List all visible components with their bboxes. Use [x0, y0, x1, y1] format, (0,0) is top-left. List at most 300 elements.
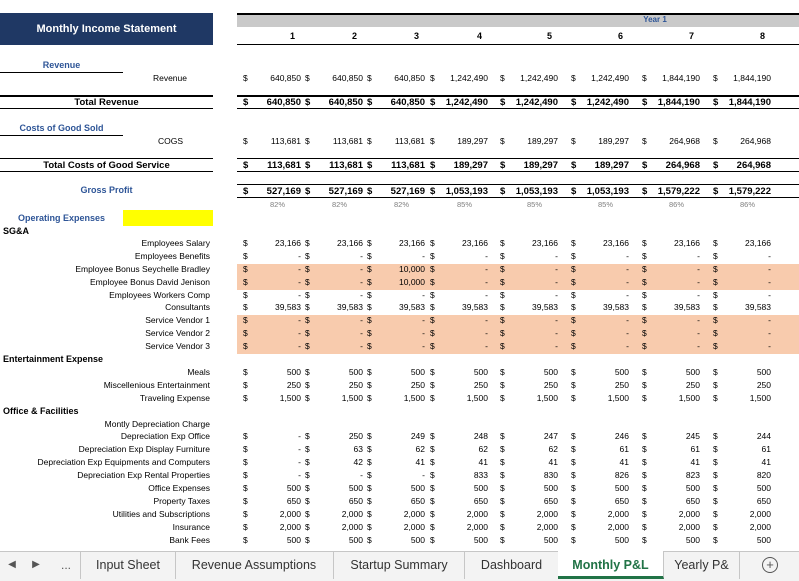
currency-symbol: $	[243, 470, 248, 480]
cell[interactable]	[305, 367, 367, 380]
currency-symbol: $	[571, 136, 576, 146]
cell[interactable]	[430, 238, 492, 251]
cell-value: 189,297	[457, 136, 488, 146]
cell[interactable]	[243, 431, 305, 444]
currency-symbol: $	[571, 328, 576, 338]
cell[interactable]	[500, 496, 562, 509]
cell[interactable]	[430, 328, 492, 341]
cell-value: 250	[543, 380, 558, 390]
cell[interactable]	[571, 341, 633, 354]
cell-value: 1,500	[607, 393, 629, 403]
total-cogs-topline-values	[237, 158, 799, 159]
currency-symbol: $	[571, 496, 576, 506]
cell-value: 2,000	[607, 509, 629, 519]
cell[interactable]	[642, 328, 704, 341]
currency-symbol: $	[243, 277, 248, 287]
currency-symbol: $	[571, 277, 576, 287]
cell-value: 113,681	[391, 160, 425, 171]
cell[interactable]	[305, 315, 367, 328]
cell[interactable]	[367, 470, 429, 483]
cell[interactable]	[430, 302, 492, 315]
cell[interactable]	[571, 393, 633, 406]
cell[interactable]	[642, 380, 704, 393]
cell-value: -	[422, 341, 425, 351]
cell[interactable]	[430, 470, 492, 483]
cell[interactable]	[243, 315, 305, 328]
cell[interactable]	[430, 315, 492, 328]
cell[interactable]	[713, 136, 775, 149]
cell[interactable]	[243, 73, 305, 86]
currency-symbol: $	[305, 97, 311, 108]
currency-symbol: $	[642, 367, 647, 377]
cell[interactable]	[367, 535, 429, 548]
currency-symbol: $	[571, 302, 576, 312]
currency-symbol: $	[713, 186, 719, 197]
cell[interactable]	[642, 444, 704, 457]
cell[interactable]	[430, 73, 492, 86]
cell[interactable]	[713, 470, 775, 483]
currency-symbol: $	[571, 341, 576, 351]
currency-symbol: $	[243, 431, 248, 441]
cell[interactable]	[367, 431, 429, 444]
cell[interactable]	[642, 496, 704, 509]
cell[interactable]	[430, 367, 492, 380]
cell[interactable]	[642, 73, 704, 86]
cell-value: -	[422, 328, 425, 338]
cell[interactable]	[571, 522, 633, 535]
cell-value: 1,242,490	[450, 73, 488, 83]
cell-value: 500	[286, 535, 301, 545]
cell[interactable]	[571, 238, 633, 251]
currency-symbol: $	[500, 264, 505, 274]
cell[interactable]	[305, 341, 367, 354]
cell[interactable]	[571, 251, 633, 264]
cell[interactable]	[500, 73, 562, 86]
sheet-tab-dashboard[interactable]	[465, 551, 559, 579]
cell[interactable]	[642, 470, 704, 483]
cell[interactable]	[305, 483, 367, 496]
cell[interactable]	[305, 136, 367, 149]
cell[interactable]	[243, 393, 305, 406]
currency-symbol: $	[243, 315, 248, 325]
cell[interactable]	[571, 457, 633, 470]
cell[interactable]	[571, 431, 633, 444]
cell[interactable]	[571, 315, 633, 328]
cell-value: 39,583	[337, 302, 363, 312]
expense-row-label: Insurance	[172, 522, 210, 532]
cell[interactable]	[305, 251, 367, 264]
gross-margin-pct: 82%	[393, 200, 409, 209]
cell-value: 39,583	[275, 302, 301, 312]
cell[interactable]	[713, 393, 775, 406]
cell[interactable]	[305, 73, 367, 86]
cell[interactable]	[500, 535, 562, 548]
currency-symbol: $	[305, 509, 310, 519]
cell[interactable]	[642, 341, 704, 354]
expense-row-label: Traveling Expense	[139, 393, 210, 403]
cell-value: -	[360, 328, 363, 338]
sheet-tab-label: Yearly P&	[674, 558, 729, 572]
cell[interactable]	[571, 136, 633, 149]
cell[interactable]	[500, 302, 562, 315]
cell[interactable]	[500, 315, 562, 328]
cell[interactable]	[571, 277, 633, 290]
cell[interactable]	[642, 522, 704, 535]
currency-symbol: $	[430, 470, 435, 480]
cell-value: -	[555, 328, 558, 338]
currency-symbol: $	[367, 186, 373, 197]
cell[interactable]	[367, 367, 429, 380]
cell[interactable]	[243, 136, 305, 149]
cell[interactable]	[713, 496, 775, 509]
cell[interactable]	[430, 393, 492, 406]
cell[interactable]	[571, 444, 633, 457]
cell[interactable]	[713, 251, 775, 264]
cell[interactable]	[305, 496, 367, 509]
prev-sheet-button[interactable]: ◀	[8, 559, 16, 570]
currency-symbol: $	[713, 277, 718, 287]
cell-value: -	[697, 315, 700, 325]
currency-symbol: $	[430, 496, 435, 506]
cell[interactable]	[713, 522, 775, 535]
gross-margin-pct: 85%	[526, 200, 542, 209]
cell[interactable]	[430, 264, 492, 277]
cell-value: 500	[286, 367, 301, 377]
cell[interactable]	[500, 483, 562, 496]
cell[interactable]	[713, 302, 775, 315]
currency-symbol: $	[642, 393, 647, 403]
cell[interactable]	[243, 483, 305, 496]
cell[interactable]	[500, 470, 562, 483]
cell[interactable]	[243, 444, 305, 457]
currency-symbol: $	[305, 264, 310, 274]
cell[interactable]	[500, 136, 562, 149]
cell[interactable]	[367, 328, 429, 341]
cell[interactable]	[243, 238, 305, 251]
cell[interactable]	[243, 457, 305, 470]
cell[interactable]	[642, 264, 704, 277]
cell[interactable]	[500, 509, 562, 522]
cell[interactable]	[642, 483, 704, 496]
currency-symbol: $	[571, 73, 576, 83]
cell[interactable]	[713, 431, 775, 444]
currency-symbol: $	[571, 457, 576, 467]
cell[interactable]	[367, 136, 429, 149]
cell[interactable]	[305, 522, 367, 535]
cell[interactable]	[367, 496, 429, 509]
cell[interactable]	[430, 431, 492, 444]
expense-row-label: Depreciation Exp Office	[120, 431, 210, 441]
cell[interactable]	[430, 251, 492, 264]
currency-symbol: $	[367, 290, 372, 300]
cell[interactable]	[571, 264, 633, 277]
cell[interactable]	[367, 457, 429, 470]
cell[interactable]	[367, 315, 429, 328]
cell-value: 2,000	[403, 522, 425, 532]
cell[interactable]	[713, 238, 775, 251]
cell[interactable]	[243, 251, 305, 264]
cell[interactable]	[642, 238, 704, 251]
cell[interactable]	[367, 509, 429, 522]
cell[interactable]	[367, 341, 429, 354]
cell[interactable]	[713, 277, 775, 290]
cell[interactable]	[430, 457, 492, 470]
cell[interactable]	[571, 380, 633, 393]
sheet-tab-monthly-p-l[interactable]	[558, 551, 664, 579]
cell-value: -	[768, 328, 771, 338]
cell[interactable]	[430, 483, 492, 496]
cell-value: -	[768, 341, 771, 351]
cell[interactable]	[500, 431, 562, 444]
cell-value: -	[768, 264, 771, 274]
currency-symbol: $	[713, 136, 718, 146]
cell[interactable]	[243, 496, 305, 509]
currency-symbol: $	[430, 522, 435, 532]
cell[interactable]	[243, 302, 305, 315]
currency-symbol: $	[642, 302, 647, 312]
cell[interactable]	[305, 302, 367, 315]
cell-value: 39,583	[745, 302, 771, 312]
cell[interactable]	[642, 431, 704, 444]
cell[interactable]	[571, 302, 633, 315]
cell[interactable]	[367, 277, 429, 290]
cell-value: 189,297	[527, 136, 558, 146]
cell[interactable]	[243, 509, 305, 522]
cell[interactable]	[430, 535, 492, 548]
cell[interactable]	[713, 444, 775, 457]
currency-symbol: $	[305, 160, 311, 171]
cell[interactable]	[500, 251, 562, 264]
cell[interactable]	[430, 509, 492, 522]
sheet-tab-label: Startup Summary	[350, 558, 448, 572]
cell[interactable]	[305, 431, 367, 444]
cell[interactable]	[500, 328, 562, 341]
cell[interactable]	[713, 73, 775, 86]
cell[interactable]	[642, 302, 704, 315]
cell-value: -	[626, 277, 629, 287]
cell[interactable]	[430, 380, 492, 393]
cell[interactable]	[243, 522, 305, 535]
next-sheet-button[interactable]: ▶	[32, 559, 40, 570]
cell[interactable]	[713, 341, 775, 354]
cell-value: 640,850	[390, 97, 425, 108]
cell[interactable]	[571, 483, 633, 496]
cell[interactable]	[500, 380, 562, 393]
cell[interactable]	[642, 367, 704, 380]
cell[interactable]	[500, 367, 562, 380]
cell[interactable]	[642, 277, 704, 290]
currency-symbol: $	[642, 315, 647, 325]
cell[interactable]	[305, 470, 367, 483]
currency-symbol: $	[500, 393, 505, 403]
currency-symbol: $	[243, 251, 248, 261]
cell[interactable]	[243, 367, 305, 380]
cell[interactable]	[243, 264, 305, 277]
cell[interactable]	[642, 509, 704, 522]
currency-symbol: $	[500, 160, 506, 171]
cell[interactable]	[305, 509, 367, 522]
cell[interactable]	[642, 393, 704, 406]
cell[interactable]	[642, 251, 704, 264]
cell[interactable]	[367, 380, 429, 393]
currency-symbol: $	[430, 457, 435, 467]
cell-value: -	[697, 290, 700, 300]
cell[interactable]	[305, 238, 367, 251]
cell[interactable]	[713, 328, 775, 341]
cell-value: 1,844,190	[728, 97, 771, 108]
cell[interactable]	[571, 367, 633, 380]
cell-value: 500	[756, 483, 771, 493]
cell[interactable]	[713, 457, 775, 470]
cell[interactable]	[305, 393, 367, 406]
cell[interactable]	[243, 535, 305, 548]
currency-symbol: $	[367, 136, 372, 146]
cell-value: 264,968	[669, 136, 700, 146]
currency-symbol: $	[305, 470, 310, 480]
cell-value: -	[298, 290, 301, 300]
sheet-tab-startup-summary[interactable]	[334, 551, 465, 579]
sheet-tab-yearly-p-[interactable]	[664, 551, 740, 579]
currency-symbol: $	[367, 315, 372, 325]
cell[interactable]	[367, 302, 429, 315]
cell[interactable]	[500, 341, 562, 354]
cell-value: -	[697, 264, 700, 274]
cell[interactable]	[571, 509, 633, 522]
cell-value: -	[485, 251, 488, 261]
currency-symbol: $	[305, 328, 310, 338]
cell-value: -	[768, 315, 771, 325]
cell[interactable]	[367, 73, 429, 86]
cell-value: 2,000	[341, 509, 363, 519]
cell[interactable]	[305, 457, 367, 470]
cogs-row-label: COGS	[157, 136, 183, 146]
cell[interactable]	[367, 522, 429, 535]
currency-symbol: $	[367, 535, 372, 545]
cell[interactable]	[430, 277, 492, 290]
cell[interactable]	[500, 277, 562, 290]
cell[interactable]	[367, 264, 429, 277]
cell[interactable]	[713, 380, 775, 393]
cell[interactable]	[642, 457, 704, 470]
cell[interactable]	[500, 393, 562, 406]
cell-value: 500	[410, 483, 425, 493]
currency-symbol: $	[500, 73, 505, 83]
currency-symbol: $	[571, 238, 576, 248]
gross-profit-topline	[237, 184, 799, 185]
currency-symbol: $	[367, 522, 372, 532]
yellow-highlight-cell[interactable]	[123, 210, 213, 226]
cell-value: 250	[685, 380, 700, 390]
cell[interactable]	[367, 393, 429, 406]
cell-value: 62	[548, 444, 558, 454]
cell-value: -	[360, 341, 363, 351]
cell[interactable]	[642, 136, 704, 149]
currency-symbol: $	[367, 457, 372, 467]
year-label: Year 1	[643, 15, 667, 24]
cell[interactable]	[430, 341, 492, 354]
currency-symbol: $	[367, 238, 372, 248]
currency-symbol: $	[367, 97, 373, 108]
cell-value: 650	[756, 496, 771, 506]
cell[interactable]	[571, 73, 633, 86]
cell[interactable]	[305, 535, 367, 548]
column-header-5: 5	[546, 31, 552, 41]
cell-value: 250	[614, 380, 629, 390]
cell[interactable]	[571, 535, 633, 548]
cell[interactable]	[713, 535, 775, 548]
cell[interactable]	[571, 470, 633, 483]
currency-symbol: $	[642, 341, 647, 351]
cell[interactable]	[500, 457, 562, 470]
cell[interactable]	[500, 238, 562, 251]
cell[interactable]	[243, 470, 305, 483]
currency-symbol: $	[367, 264, 372, 274]
add-sheet-button[interactable]: +	[762, 557, 778, 573]
cell-value: -	[360, 251, 363, 261]
cell[interactable]	[713, 367, 775, 380]
currency-symbol: $	[243, 380, 248, 390]
cell[interactable]	[571, 496, 633, 509]
cell[interactable]	[243, 341, 305, 354]
cell-value: 2,000	[341, 522, 363, 532]
currency-symbol: $	[243, 264, 248, 274]
cell[interactable]	[642, 535, 704, 548]
cell[interactable]	[367, 238, 429, 251]
cell[interactable]	[367, 483, 429, 496]
currency-symbol: $	[243, 535, 248, 545]
currency-symbol: $	[305, 535, 310, 545]
currency-symbol: $	[713, 483, 718, 493]
cell[interactable]	[305, 328, 367, 341]
cell[interactable]	[500, 264, 562, 277]
cell[interactable]	[713, 509, 775, 522]
column-header-8: 8	[759, 31, 765, 41]
cell[interactable]	[713, 483, 775, 496]
cell[interactable]	[367, 444, 429, 457]
cell-value: -	[555, 264, 558, 274]
sheet-tab-input-sheet[interactable]	[80, 551, 176, 579]
cell[interactable]	[305, 444, 367, 457]
cell[interactable]	[305, 264, 367, 277]
cell[interactable]	[305, 380, 367, 393]
sheet-tab-revenue-assumptions[interactable]	[175, 551, 334, 579]
more-sheets-button[interactable]: ...	[60, 558, 71, 572]
cell-value: -	[298, 341, 301, 351]
cell[interactable]	[713, 264, 775, 277]
cell[interactable]	[571, 328, 633, 341]
cell[interactable]	[430, 522, 492, 535]
cell-value: 500	[756, 367, 771, 377]
cell[interactable]	[430, 444, 492, 457]
expense-row-label: Service Vendor 2	[145, 328, 210, 338]
cell[interactable]	[430, 136, 492, 149]
cell[interactable]	[642, 315, 704, 328]
cell[interactable]	[305, 277, 367, 290]
cell[interactable]	[713, 315, 775, 328]
cell[interactable]	[243, 328, 305, 341]
cell[interactable]	[243, 380, 305, 393]
cell-value: 1,844,190	[657, 97, 700, 108]
currency-symbol: $	[500, 483, 505, 493]
cell-value: 61	[761, 444, 771, 454]
cell[interactable]	[500, 522, 562, 535]
cell[interactable]	[243, 277, 305, 290]
cell[interactable]	[430, 496, 492, 509]
cell[interactable]	[367, 251, 429, 264]
cell[interactable]	[500, 444, 562, 457]
cell-value: 527,169	[328, 186, 363, 197]
expense-row-label: Employees Salary	[141, 238, 210, 248]
